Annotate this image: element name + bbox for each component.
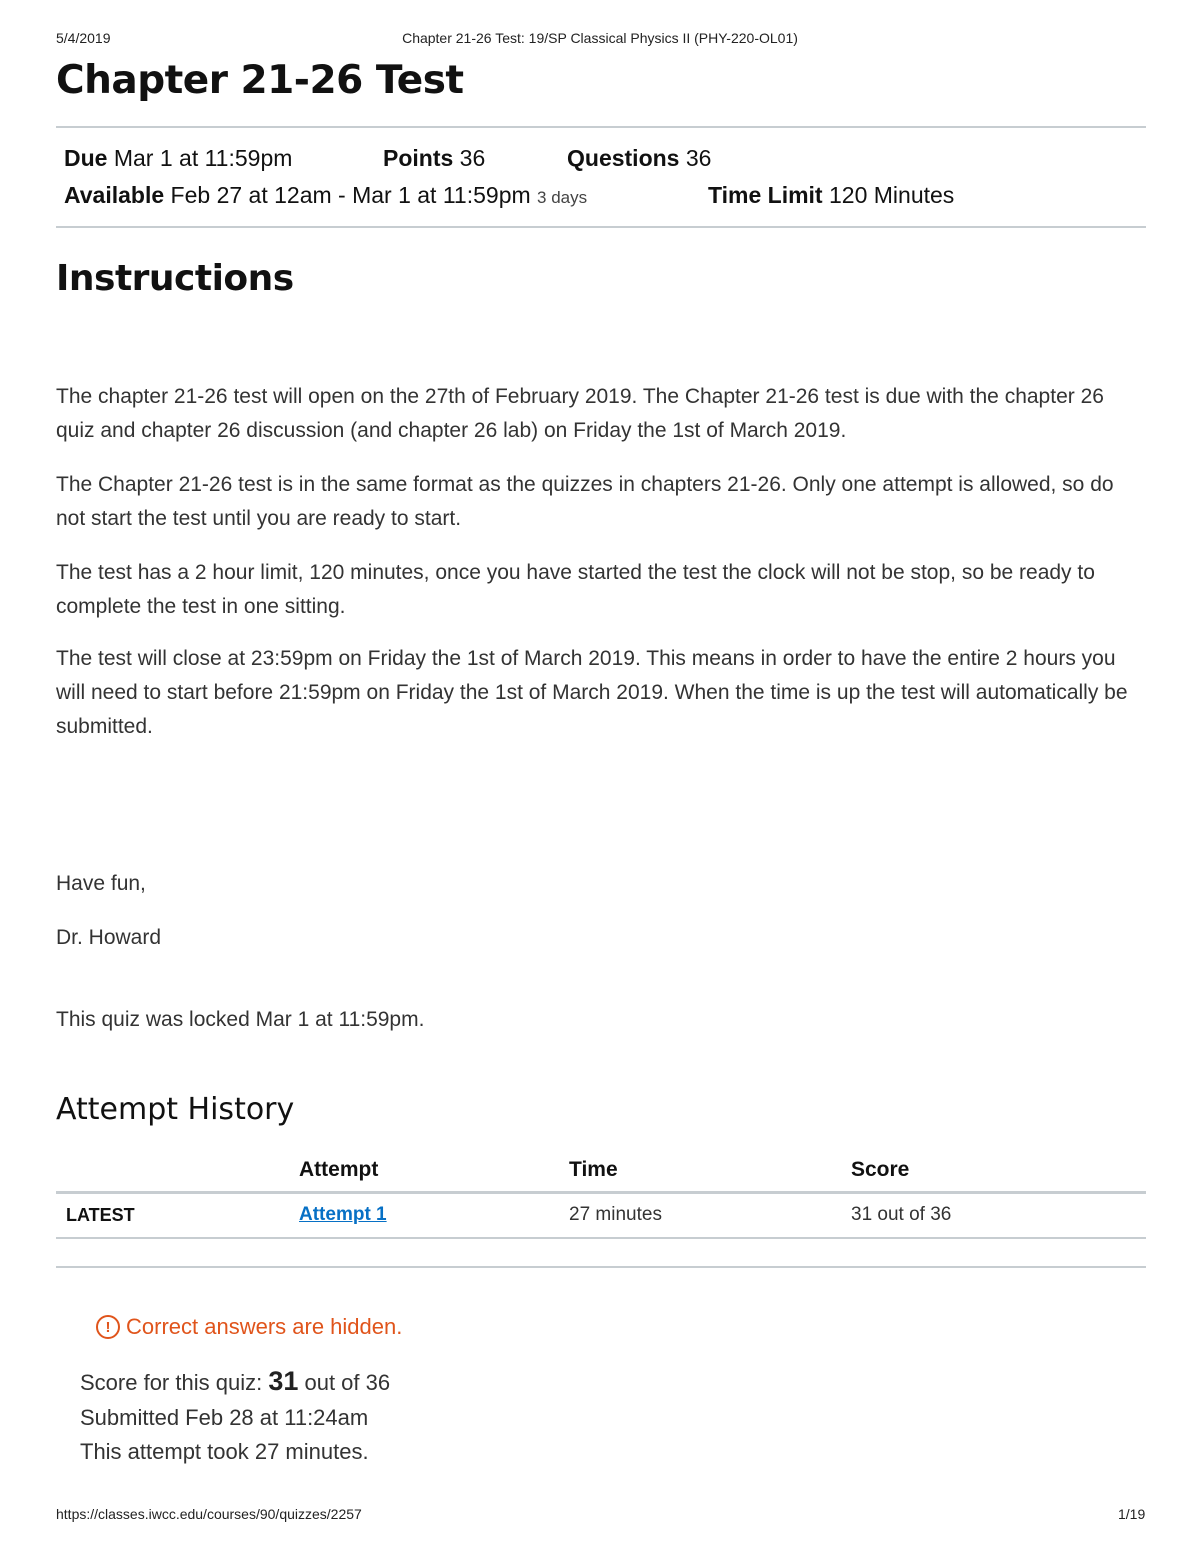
due-info bbox=[64, 145, 292, 172]
signoff-name: Dr. Howard bbox=[56, 926, 162, 949]
score-value: 31 bbox=[268, 1366, 299, 1396]
column-header-time: Time bbox=[569, 1158, 618, 1181]
print-date: 5/4/2019 bbox=[56, 30, 111, 46]
attempt-time: 27 minutes bbox=[569, 1204, 662, 1225]
table-row-rule bbox=[56, 1237, 1146, 1239]
latest-badge: LATEST bbox=[66, 1205, 135, 1225]
print-header bbox=[0, 30, 1200, 50]
due-label: Due bbox=[64, 145, 108, 171]
points-info bbox=[383, 145, 485, 172]
points-label: Points bbox=[383, 145, 454, 171]
attempt-score: 31 out of 36 bbox=[851, 1204, 952, 1225]
questions-label: Questions bbox=[567, 145, 680, 171]
score-prefix: Score for this quiz: bbox=[80, 1370, 263, 1395]
divider-result bbox=[56, 1266, 1146, 1268]
available-info bbox=[64, 182, 587, 209]
quiz-score bbox=[80, 1366, 390, 1397]
submitted-time: Submitted Feb 28 at 11:24am bbox=[80, 1405, 369, 1430]
attempt-1-link[interactable]: Attempt 1 bbox=[299, 1204, 387, 1225]
footer-page-number: 1/19 bbox=[1118, 1506, 1146, 1522]
warning-icon: ! bbox=[96, 1315, 120, 1339]
footer-url: https://classes.iwcc.edu/courses/90/quizzes/2257 bbox=[56, 1506, 362, 1522]
time-limit-label: Time Limit bbox=[708, 182, 823, 208]
points-value: 36 bbox=[459, 145, 486, 171]
signoff-line: Have fun, bbox=[56, 872, 146, 895]
instructions-paragraph: The test has a 2 hour limit, 120 minutes, once you have started the test the clock will not be stop, so be ready to complete the test in one sitting. bbox=[56, 561, 1095, 618]
locked-note: This quiz was locked Mar 1 at 11:59pm. bbox=[56, 1008, 425, 1031]
divider-top bbox=[56, 126, 1146, 128]
attempt-duration: This attempt took 27 minutes. bbox=[80, 1439, 369, 1464]
divider-meta bbox=[56, 226, 1146, 228]
available-value: Feb 27 at 12am - Mar 1 at 11:59pm bbox=[170, 182, 531, 208]
score-suffix: out of 36 bbox=[304, 1370, 391, 1395]
instructions-paragraph: The chapter 21-26 test will open on the 27th of February 2019. The Chapter 21-26 test is due with the chapter 26 quiz and chapter 26 discussion (and chapter 26 lab) on Friday the 1st of March 2019. bbox=[56, 385, 1104, 442]
instructions-paragraph: The test will close at 23:59pm on Friday the 1st of March 2019. This means in order to have the entire 2 hours you will need to start before 21:59pm on Friday the 1st of March 2019. When the time is up the test will automatically be submitted. bbox=[56, 647, 1128, 738]
time-limit-info bbox=[708, 182, 954, 209]
print-title: Chapter 21-26 Test: 19/SP Classical Physics II (PHY-220-OL01) bbox=[402, 30, 798, 46]
column-header-score: Score bbox=[851, 1158, 910, 1181]
warning-text: Correct answers are hidden. bbox=[126, 1314, 403, 1339]
hidden-answers-warning bbox=[96, 1314, 402, 1340]
questions-info bbox=[567, 145, 711, 172]
column-header-attempt: Attempt bbox=[299, 1158, 379, 1181]
attempt-history-heading: Attempt History bbox=[56, 1092, 295, 1127]
available-duration: 3 days bbox=[537, 188, 588, 207]
instructions-heading: Instructions bbox=[56, 258, 294, 299]
available-label: Available bbox=[64, 182, 165, 208]
time-limit-value: 120 Minutes bbox=[829, 182, 955, 208]
questions-value: 36 bbox=[685, 145, 712, 171]
due-value: Mar 1 at 11:59pm bbox=[113, 145, 293, 171]
page-title: Chapter 21-26 Test bbox=[56, 58, 464, 103]
table-header-rule bbox=[56, 1191, 1146, 1194]
instructions-paragraph: The Chapter 21-26 test is in the same format as the quizzes in chapters 21-26. Only one attempt is allowed, so do not start the test until you are ready to start. bbox=[56, 473, 1114, 530]
